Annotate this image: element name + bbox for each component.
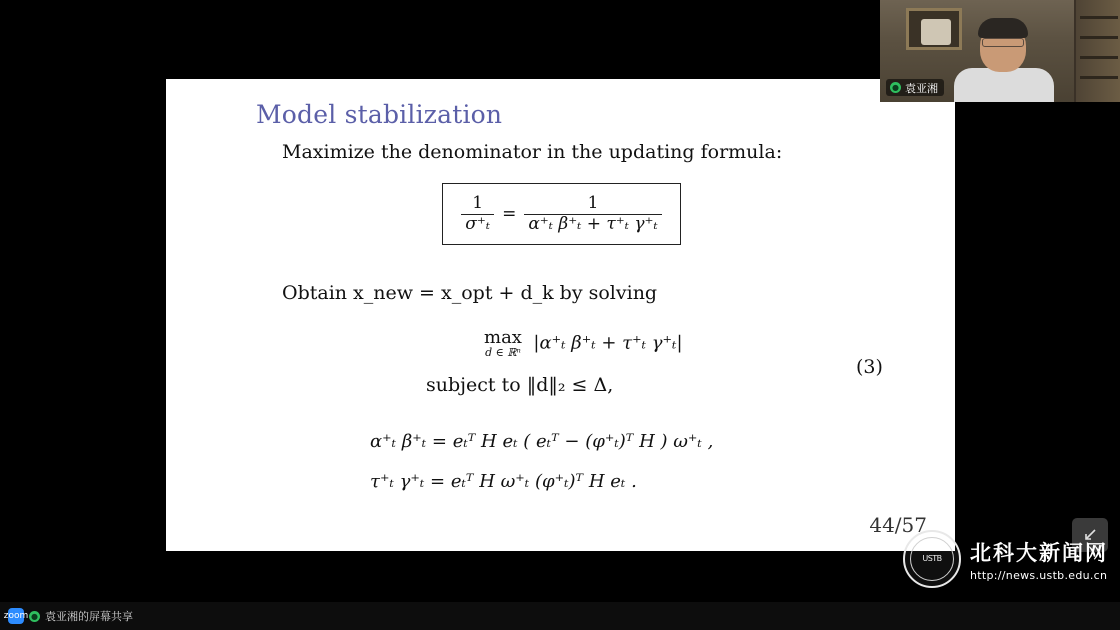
screen-share-label: 袁亚湘的屏幕共享 <box>45 610 133 623</box>
max-operator <box>484 329 522 358</box>
rhs-denominator: α⁺ₜ β⁺ₜ + τ⁺ₜ γ⁺ₜ <box>524 214 661 234</box>
watermark-url: http://news.ustb.edu.cn <box>970 568 1108 582</box>
rhs-numerator: 1 <box>587 192 599 213</box>
watermark-text <box>970 537 1108 582</box>
wall-picture-frame <box>906 8 962 50</box>
derivation-line-2: τ⁺ₜ γ⁺ₜ = eₜᵀ H ω⁺ₜ (φ⁺ₜ)ᵀ H eₜ . <box>370 471 637 492</box>
max-operator-label: max <box>484 327 522 348</box>
participant-name: 袁亚湘 <box>905 81 938 95</box>
slide-line-2: Obtain x_new = x_opt + d_k by solving <box>282 282 658 304</box>
watermark-title: 北科大新闻网 <box>970 540 1108 565</box>
objective-body: |α⁺ₜ β⁺ₜ + τ⁺ₜ γ⁺ₜ| <box>533 332 683 354</box>
screen-share-status[interactable] <box>3 608 133 624</box>
lhs-denominator: σ⁺ₜ <box>461 214 494 234</box>
lhs-fraction <box>461 192 494 234</box>
participant-name-badge <box>886 79 944 96</box>
lhs-numerator: 1 <box>472 192 484 213</box>
microphone-icon: ● <box>890 82 901 93</box>
seal-text: USTB <box>922 553 942 563</box>
person-hair <box>978 18 1028 38</box>
slide-page-indicator: 44/57 <box>869 513 927 537</box>
objective-expression <box>484 329 683 358</box>
max-operator-subscript: d ∈ ℝⁿ <box>485 346 521 359</box>
slide-line-1: Maximize the denominator in the updating formula: <box>282 141 783 163</box>
zoom-logo-icon: zoom <box>8 608 24 624</box>
bottom-status-bar <box>0 602 1120 630</box>
equation-number: (3) <box>856 356 883 378</box>
equals-sign: = <box>502 204 517 224</box>
bookshelf <box>1074 0 1120 102</box>
microphone-icon: ● <box>29 611 40 622</box>
constraint-line: subject to ‖d‖₂ ≤ Δ, <box>426 374 614 396</box>
presentation-slide <box>166 79 955 551</box>
participant-video-thumbnail[interactable] <box>880 0 1120 102</box>
boxed-equation <box>442 183 681 245</box>
watermark <box>903 530 1108 588</box>
person-body <box>954 68 1054 102</box>
rhs-fraction <box>524 192 661 234</box>
slide-title: Model stabilization <box>256 100 503 129</box>
derivation-line-1: α⁺ₜ β⁺ₜ = eₜᵀ H eₜ ( eₜᵀ − (φ⁺ₜ)ᵀ H ) ω⁺ₜ , <box>370 431 714 452</box>
university-seal-icon <box>903 530 961 588</box>
boxed-equation-content <box>461 192 661 234</box>
person-glasses <box>982 38 1024 47</box>
